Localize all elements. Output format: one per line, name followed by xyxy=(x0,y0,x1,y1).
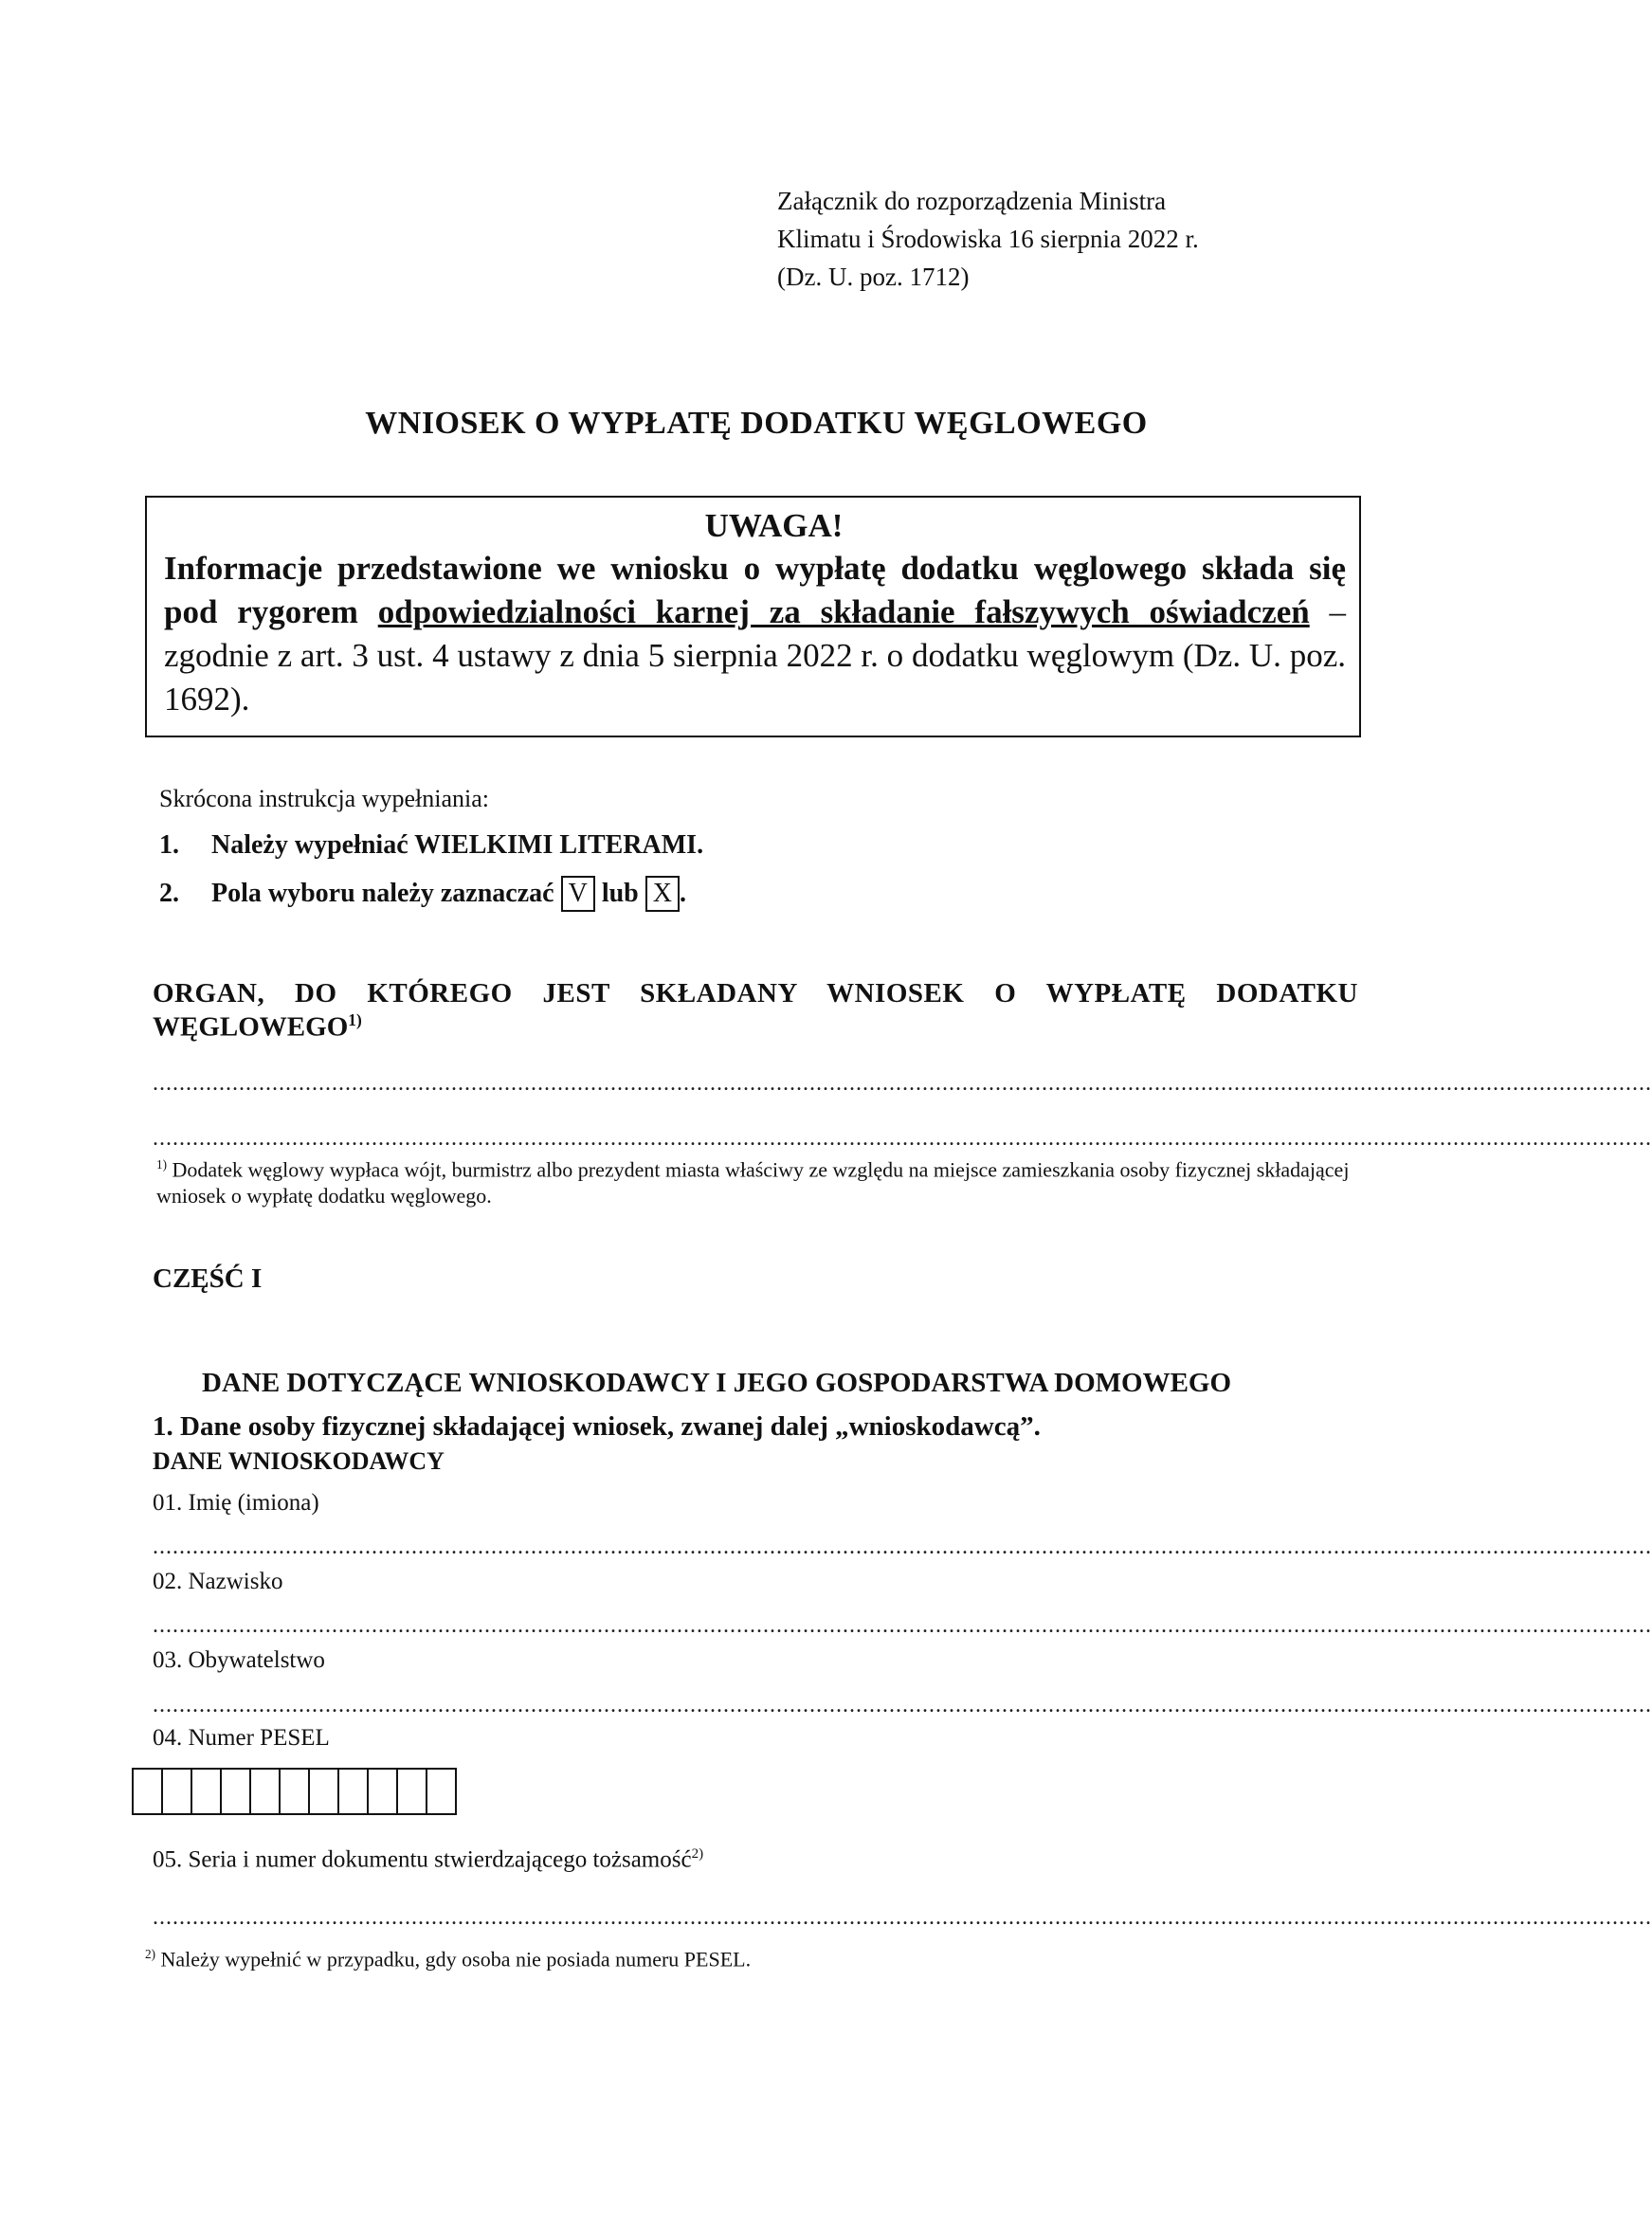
pesel-digit-box[interactable] xyxy=(220,1768,251,1815)
identity-document-input[interactable]: .................................................................................................................................................................................................................................. xyxy=(153,1905,1652,1930)
section-subheading: DANE DOTYCZĄCE WNIOSKODAWCY I JEGO GOSPODARSTWA DOMOWEGO xyxy=(202,1368,1232,1398)
pesel-input[interactable] xyxy=(132,1768,455,1815)
field-05-label xyxy=(153,1846,703,1873)
footnote-text: Dodatek węglowy wypłaca wójt, burmistrz albo prezydent miasta właściwy ze względu na miejsce zamieszkania osoby fizycznej składającej wniosek o wypłatę dodatku węglowego. xyxy=(156,1157,1350,1208)
field-03-label: 03. Obywatelstwo xyxy=(153,1647,325,1673)
pesel-digit-box[interactable] xyxy=(337,1768,369,1815)
pesel-digit-box[interactable] xyxy=(191,1768,222,1815)
pesel-digit-box[interactable] xyxy=(396,1768,427,1815)
instruction-item-1 xyxy=(159,830,703,861)
field-02-label: 02. Nazwisko xyxy=(153,1569,283,1594)
pesel-digit-box[interactable] xyxy=(279,1768,310,1815)
instruction-end: . xyxy=(680,879,686,908)
pesel-digit-box[interactable] xyxy=(367,1768,398,1815)
organ-input-line-1[interactable]: .................................................................................................................................................................................................................................. xyxy=(153,1071,1652,1096)
warning-heading: UWAGA! xyxy=(704,507,844,544)
pesel-digit-box[interactable] xyxy=(249,1768,281,1815)
annex-line-2: Klimatu i Środowiska 16 sierpnia 2022 r. xyxy=(777,225,1199,253)
pesel-digit-box[interactable] xyxy=(426,1768,457,1815)
applicant-label: DANE WNIOSKODAWCY xyxy=(153,1447,445,1475)
footnote-number: 1) xyxy=(156,1157,167,1172)
warning-bold-text: Informacje przedstawione we wniosku o wypłatę dodatku węglowego składa się pod rygorem xyxy=(164,550,1346,630)
organ-heading-text: WĘGLOWEGO xyxy=(153,1011,349,1043)
pesel-digit-box[interactable] xyxy=(132,1768,163,1815)
pesel-digit-box[interactable] xyxy=(308,1768,339,1815)
applicant-footnote xyxy=(145,1941,1353,1972)
instruction-number: 1. xyxy=(159,830,179,860)
warning-underlined-text: odpowiedzialności karnej za składanie fałszywych oświadczeń xyxy=(377,593,1310,630)
organ-footnote xyxy=(156,1152,1365,1209)
footnote-ref: 2) xyxy=(691,1846,704,1862)
instruction-or: lub xyxy=(601,879,639,908)
annex-note xyxy=(777,182,1199,296)
footnote-number: 2) xyxy=(145,1947,155,1961)
instruction-text: Pola wyboru należy zaznaczać xyxy=(211,879,554,908)
checkbox-example-v: V xyxy=(561,876,595,912)
section-title: CZĘŚĆ I xyxy=(153,1263,263,1294)
organ-heading: ORGAN, DO KTÓREGO JEST SKŁADANY WNIOSEK O WYPŁATĘ DODATKU xyxy=(153,978,1358,1009)
warning-text xyxy=(164,547,1346,721)
first-name-input[interactable]: .................................................................................................................................................................................................................................. xyxy=(153,1535,1652,1559)
instruction-text: Należy wypełniać WIELKIMI LITERAMI. xyxy=(211,830,704,860)
organ-input-line-2[interactable]: .................................................................................................................................................................................................................................. xyxy=(153,1126,1652,1151)
annex-line-3: (Dz. U. poz. 1712) xyxy=(777,263,970,291)
footnote-text: Należy wypełnić w przypadku, gdy osoba nie posiada numeru PESEL. xyxy=(160,1947,752,1972)
last-name-input[interactable]: .................................................................................................................................................................................................................................. xyxy=(153,1613,1652,1638)
warning-box xyxy=(145,496,1361,737)
field-01-label: 01. Imię (imiona) xyxy=(153,1490,319,1516)
checkbox-example-x: X xyxy=(645,876,680,912)
warning-legal-reference: – zgodnie z art. 3 ust. 4 ustawy z dnia 5 sierpnia 2022 r. o dodatku węglowym (Dz. U. poz. 1692). xyxy=(164,593,1347,718)
organ-heading-line-2 xyxy=(153,1010,362,1044)
instruction-item-2 xyxy=(159,876,686,912)
citizenship-input[interactable]: .................................................................................................................................................................................................................................. xyxy=(153,1693,1652,1717)
pesel-digit-box[interactable] xyxy=(161,1768,192,1815)
instructions-heading: Skrócona instrukcja wypełniania: xyxy=(159,785,490,812)
instruction-number: 2. xyxy=(159,879,179,908)
field-04-label: 04. Numer PESEL xyxy=(153,1725,330,1751)
annex-line-1: Załącznik do rozporządzenia Ministra xyxy=(777,187,1167,215)
field-05-text: 05. Seria i numer dokumentu stwierdzającego tożsamość xyxy=(153,1846,692,1873)
form-title: WNIOSEK O WYPŁATĘ DODATKU WĘGLOWEGO xyxy=(365,406,1148,441)
applicant-intro: 1. Dane osoby fizycznej składającej wniosek, zwanej dalej „wnioskodawcą”. xyxy=(153,1411,1041,1442)
footnote-ref: 1) xyxy=(348,1010,362,1029)
